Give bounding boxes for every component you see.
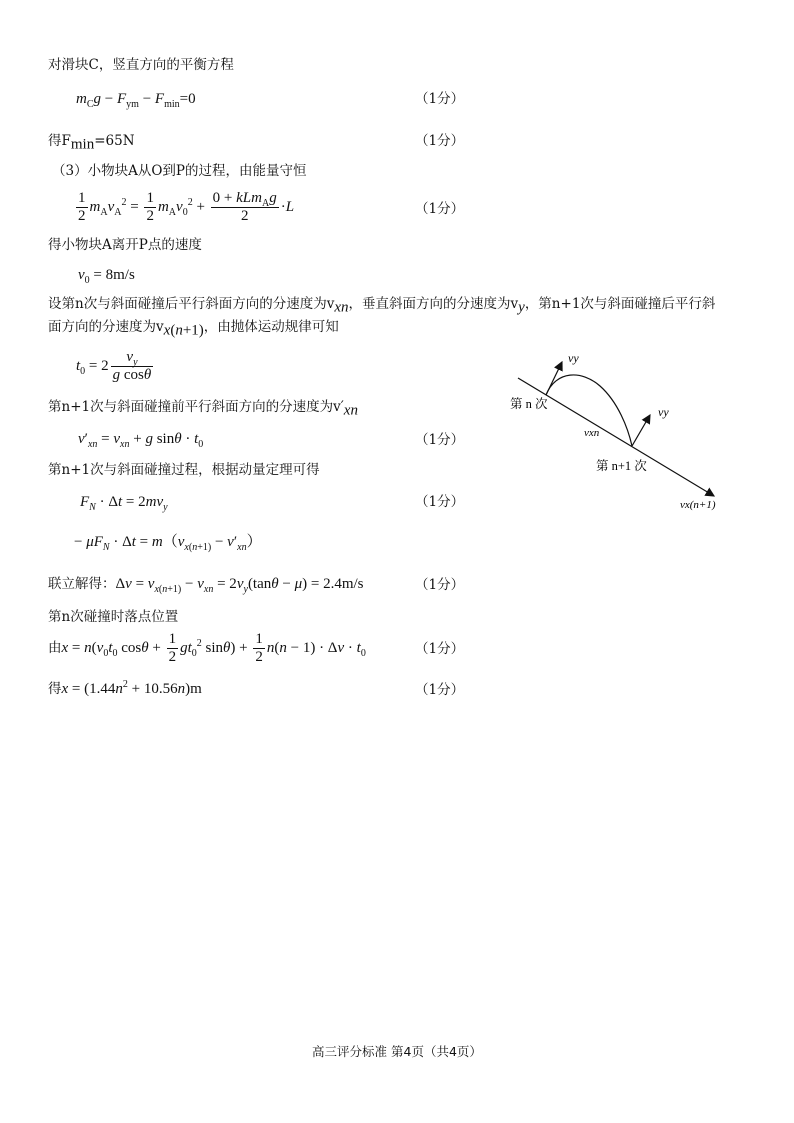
text-line-18: 由$x = n(v_0t_0$ cosθ + $\frac{1}{2}$ $gt_0^2$ sinθ) + $\frac{1}{2}$ $n(n - 1) \cdot \Delta v \cdot t_0$ [48,631,366,666]
score-2: （1分） [415,133,465,149]
text-line-11: 第n+1次与斜面碰撞前平行斜面方向的分速度为$v'_{xn}$ [48,399,358,419]
score-8: （1分） [415,682,465,698]
label-collision-n: 第 n 次 [510,397,548,411]
equation-impulse-friction: − $\mu F_N \cdot \Delta t = m(v_{x(n+1)} - v'_{xn})$ [74,534,262,553]
text-line-16: 联立解得：$\Delta v = v_{x(n+1)} - v_{xn} = 2v_y(\tan\theta - \mu) = 2.4m/s$ [48,576,364,595]
text-line-19: 得$x = (1.44n^2 + 10.56n)m$ [48,679,202,697]
score-4: （1分） [415,432,465,448]
score-7: （1分） [415,641,465,657]
text-part-3: （3）小物块A从O到P的过程，由能量守恒 [52,163,307,179]
incline-line [518,378,714,496]
equation-v0: $v_0 = 8m/s$ [78,267,135,286]
text-line-1: 对滑块C，竖直方向的平衡方程 [48,57,234,73]
equation-energy: $\frac{1}{2}$ $m_Av_A^2$ = $\frac{1}{2}$ $m_Av_0^2$ + $\frac{0 + kLm_Ag}{2}$ ·L [78,190,295,225]
equation-vxn-prime: $v'_{xn} = v_{xn} + g$ $\sin\theta \cdot t_0$ [78,431,204,450]
label-vy-1: vy [568,351,579,365]
score-5: （1分） [415,494,465,510]
incline-collision-diagram [500,340,730,520]
equation-balance: $m_Cg - F_{ym} - F_{min}=0$ [76,91,196,110]
label-vxn: vxn [584,427,600,439]
vy-arrow-2 [632,415,650,446]
score-3: （1分） [415,201,465,217]
text-line-13: 第n+1次与斜面碰撞过程，根据动量定理可得 [48,462,320,478]
equation-impulse-normal: $F_N \cdot \Delta t = 2mv_y$ [80,494,168,513]
text-line-17: 第n次碰撞时落点位置 [48,609,179,625]
label-vy-2: vy [658,405,669,419]
text-line-6: 得小物块A离开P点的速度 [48,237,202,253]
score-1: （1分） [415,91,465,107]
text-line-9: 面方向的分速度为$v_{x(n+1)}$，由抛体运动规律可知 [48,319,339,339]
text-line-8: 设第n次与斜面碰撞后平行斜面方向的分速度为$v_{xn}$，垂直斜面方向的分速度为$v_y$，第n+1次与斜面碰撞后平行斜 [48,296,716,316]
score-6: （1分） [415,577,465,593]
page-footer: 高三评分标准 第4页（共4页） [312,1044,482,1059]
text-result-fmin: 得$F_{min}=65N$ [48,133,135,153]
label-collision-n1: 第 n+1 次 [596,459,647,473]
label-vxn1: vx(n+1) [680,499,716,511]
equation-t0: $t_0 = 2$ $\frac{v_y}{\text{g cosθ}}$ [76,349,152,384]
